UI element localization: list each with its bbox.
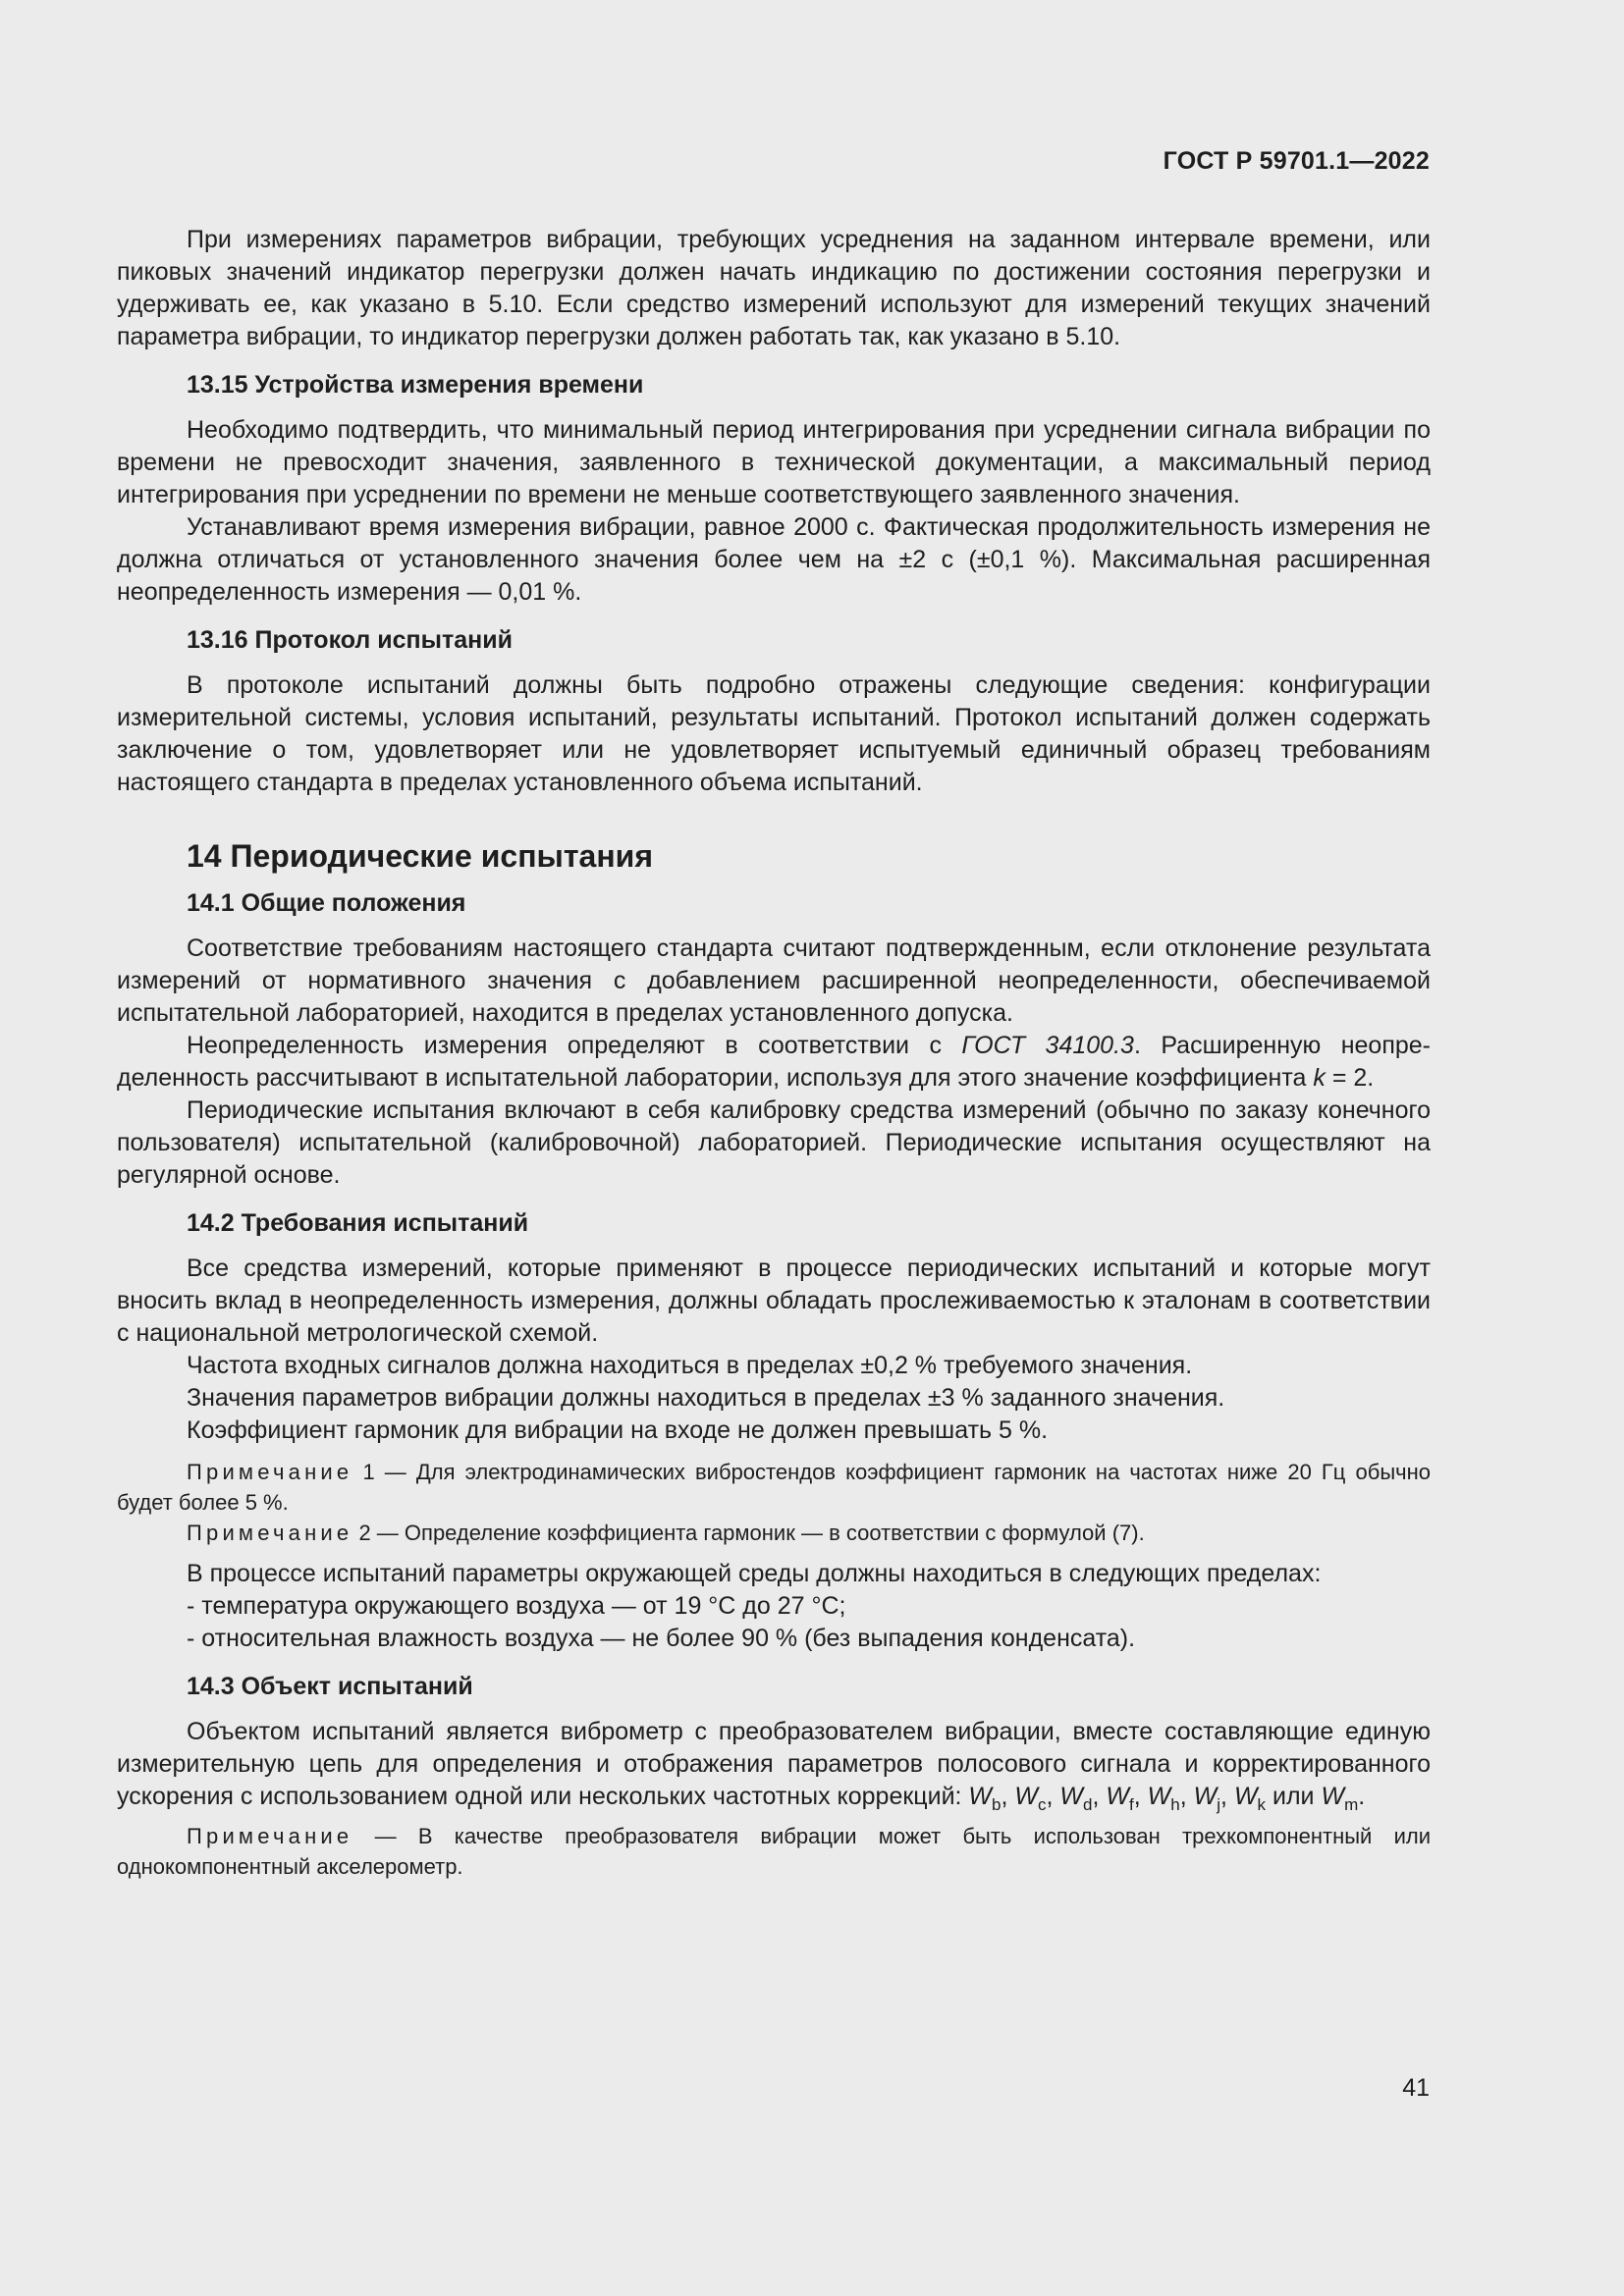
section-14-1-heading: 14.1 Общие положения [187,889,466,917]
note-1: Примечание 1 — Для электродинамических вибростендов коэффициент гармоник на частотах ниже 20 Гц обычно будет более 5 %. [117,1460,1431,1515]
paragraph: Объектом испытаний является виброметр с преобразователем вибрации, вместе составляющие единую измерительную цепь для определения и отображения параметров полосового сигнала и корректированного ускорения с использованием одной или нескольких частотных коррекций: $W_b$, $W_c$, $W_d$, $W_f$, $W_h$, $W_j$, $W_k$ или $W_m$. [117,1718,1431,1814]
document-id-header: ГОСТ Р 59701.1—2022 [1163,147,1430,175]
standard-reference: ГОСТ 34100.3 [961,1032,1134,1059]
paragraph: Частота входных сигналов должна находиться в пределах ±0,2 % требуемого значения. [187,1352,1193,1379]
section-13-16-heading: 13.16 Протокол испытаний [187,626,513,654]
section-14-2-heading: 14.2 Требования испытаний [187,1209,529,1237]
note: Примечание — В качестве преобразователя вибрации может быть использован трехкомпонентный или однокомпонентный акселерометр. [117,1824,1431,1879]
paragraph: Все средства измерений, которые применяют в процессе периодических испытаний и которые могут вносить вклад в неопределенность измерения, должны обладать прослеживаемостью к эталонам в соответствии с национальной метрологической схемой. [117,1255,1431,1347]
intro-paragraph: При измерениях параметров вибрации, требующих усреднения на заданном интервале времени, или пиковых значений индикатор перегрузки должен начать индикацию по достижении состояния перегрузки и удерживать ее, как указано в 5.10. Если средство измерений используют для измерений текущих значений параметра вибрации, то индикатор перегрузки должен работать так, как указано в 5.10. [117,226,1431,350]
paragraph: В протоколе испытаний должны быть подробно отражены следующие сведения: конфигурации измерительной системы, условия испытаний, результаты испытаний. Протокол испытаний должен содержать заключение о том, удовлетворяет или не удовлетворяет испытуемый единичный образец требованиям настоящего стандарта в пределах установленного объема испытаний. [117,671,1431,796]
list-item: - температура окружающего воздуха — от 19 °С до 27 °С; [187,1592,846,1620]
paragraph: Значения параметров вибрации должны находиться в пределах ±3 % заданного значения. [187,1384,1225,1412]
note-2: Примечание 2 — Определение коэффициента гармоник — в соответствии с формулой (7). [187,1521,1145,1545]
note-label: Примечание [187,1824,353,1848]
paragraph: Коэффициент гармоник для вибрации на входе не должен превышать 5 %. [187,1416,1049,1444]
list-item: - относительная влажность воздуха — не более 90 % (без выпадения конденсата). [187,1625,1136,1652]
page-body [117,224,1431,1882]
paragraph: В процессе испытаний параметры окружающей среды должны находиться в следующих пределах: [187,1560,1322,1587]
section-14-3-heading: 14.3 Объект испытаний [187,1673,473,1700]
paragraph: Необходимо подтвердить, что минимальный период интегрирования при усреднении сигнала вибрации по времени не превосходит значения, заявленного в технической документации, а максимальный период интегрирования при усреднении по времени не меньше соответствующего заявленного значения. [117,416,1431,508]
note-label: Примечание [187,1521,353,1545]
section-14-heading: 14 Периодические испытания [187,838,653,874]
section-13-15-heading: 13.15 Устройства измерения времени [187,371,644,399]
page-number: 41 [1402,2074,1430,2102]
paragraph: Неопределенность измерения определяют в соответствии с ГОСТ 34100.3. Расширенную неопределенность рассчитывают в испытательной лаборатории, используя для этого значение коэффициента k = 2. [117,1032,1431,1092]
paragraph: Устанавливают время измерения вибрации, равное 2000 с. Фактическая продолжительность измерения не должна отличаться от установленного значения более чем на ±2 с (±0,1 %). Максимальная расширенная неопределенность измерения — 0,01 %. [117,513,1431,606]
paragraph: Соответствие требованиям настоящего стандарта считают подтвержденным, если отклонение результата измерений от нормативного значения с добавлением расширенной неопределенности, обеспечиваемой испытательной лабораторией, находится в пределах установленного допуска. [117,934,1431,1027]
note-label: Примечание [187,1460,353,1484]
paragraph: Периодические испытания включают в себя калибровку средства измерений (обычно по заказу конечного пользователя) испытательной (калибровочной) лабораторией. Периодические испытания осуществляют на регулярной основе. [117,1096,1431,1189]
